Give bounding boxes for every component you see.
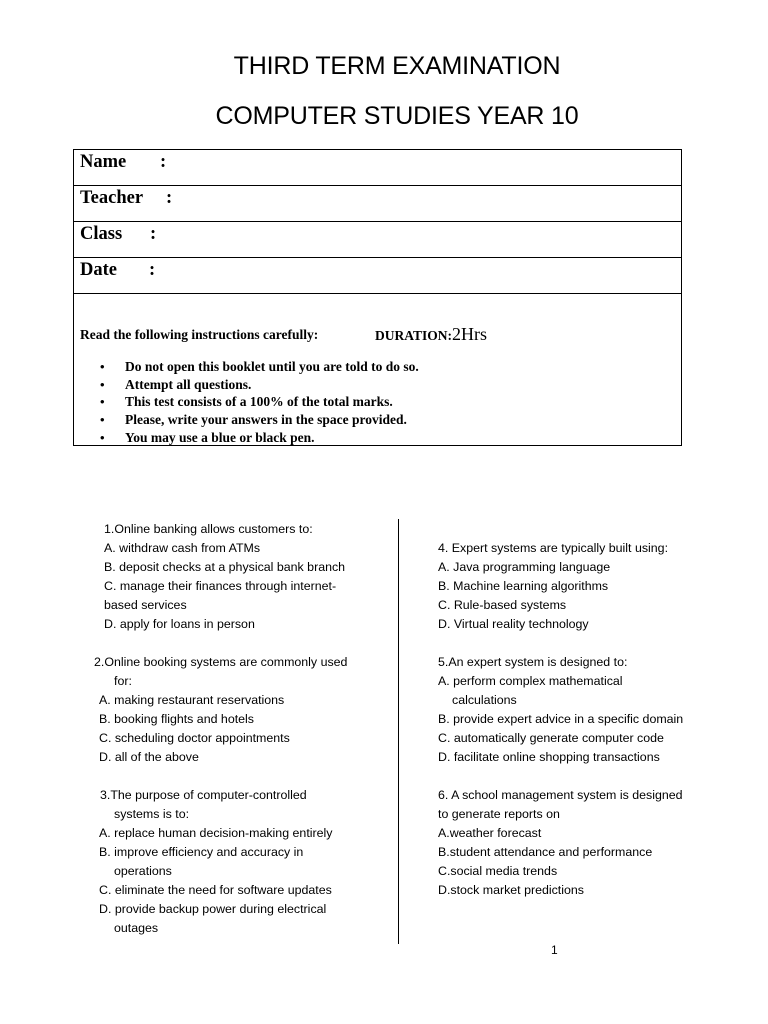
option-a: A. withdraw cash from ATMs: [104, 541, 261, 555]
option-a: A. replace human decision-making entirely: [99, 826, 333, 840]
questions-left-column: [94, 520, 348, 957]
field-label-class: Class: [80, 224, 123, 244]
field-colon: :: [149, 260, 156, 280]
field-row-teacher: [74, 186, 681, 222]
option-a: A. making restaurant reservations: [99, 693, 285, 707]
option-a: A. Java programming language: [438, 560, 611, 574]
field-row-name: [74, 150, 681, 186]
option-c-continued: based services: [104, 598, 187, 612]
question-stem-continued: for:: [114, 674, 132, 688]
question-stem: 6. A school management system is designed: [438, 788, 683, 802]
field-colon: :: [166, 188, 173, 208]
option-c: C. automatically generate computer code: [438, 731, 664, 745]
questions-right-column: [438, 539, 683, 919]
question-stem: 3.The purpose of computer-controlled: [100, 788, 307, 802]
option-d: D. Virtual reality technology: [438, 617, 589, 631]
page-number: 1: [551, 943, 558, 957]
question-stem: 1.Online banking allows customers to:: [104, 522, 313, 536]
option-c: C. scheduling doctor appointments: [99, 731, 290, 745]
option-a: A.weather forecast: [438, 826, 542, 840]
option-b: B. deposit checks at a physical bank branch: [104, 560, 346, 574]
field-colon: :: [160, 152, 167, 172]
exam-title: THIRD TERM EXAMINATION: [233, 52, 561, 80]
question-1: [98, 520, 347, 634]
instructions-section: [74, 294, 681, 445]
instruction-item: • Do not open this booklet until you are told to do so.: [100, 358, 419, 376]
question-2: [94, 653, 348, 767]
exam-subject-title: COMPUTER STUDIES YEAR 10: [215, 102, 579, 130]
student-info-box: [73, 149, 682, 446]
column-divider: [398, 519, 399, 944]
option-c: C. manage their finances through internet-: [104, 579, 337, 593]
question-stem: 4. Expert systems are typically built using:: [438, 541, 669, 555]
option-d: D. facilitate online shopping transactions: [438, 750, 660, 764]
field-label-name: Name: [80, 152, 127, 172]
instruction-item: • Attempt all questions.: [100, 376, 419, 394]
duration: [375, 324, 487, 345]
field-row-date: [74, 258, 681, 294]
option-c: C. eliminate the need for software updates: [99, 883, 332, 897]
question-stem: 5.An expert system is designed to:: [438, 655, 628, 669]
question-stem-continued: systems is to:: [114, 807, 190, 821]
question-6: [438, 786, 683, 900]
question-5: [438, 653, 683, 767]
question-3: [98, 786, 347, 938]
question-stem-continued: to generate reports on: [438, 807, 560, 821]
instructions-list: [100, 358, 419, 446]
option-b: B.student attendance and performance: [438, 845, 653, 859]
option-d: D. apply for loans in person: [104, 617, 255, 631]
field-colon: :: [150, 224, 157, 244]
field-row-class: [74, 222, 681, 258]
instructions-heading: Read the following instructions carefully:: [80, 327, 319, 342]
option-d: D.stock market predictions: [438, 883, 584, 897]
field-label-teacher: Teacher: [80, 188, 144, 208]
option-a: A. perform complex mathematical: [438, 674, 623, 688]
option-d-continued: outages: [114, 921, 159, 935]
instruction-item: • This test consists of a 100% of the total marks.: [100, 393, 419, 411]
option-c: C. Rule-based systems: [438, 598, 567, 612]
option-a-continued: calculations: [452, 693, 517, 707]
instruction-item: • Please, write your answers in the space provided.: [100, 411, 419, 429]
question-4: [438, 539, 683, 634]
option-b: B. booking flights and hotels: [99, 712, 254, 726]
option-b: B. Machine learning algorithms: [438, 579, 609, 593]
instruction-item: • You may use a blue or black pen.: [100, 429, 419, 447]
option-d: D. all of the above: [99, 750, 199, 764]
question-stem: 2.Online booking systems are commonly used: [94, 655, 348, 669]
option-d: D. provide backup power during electrical: [99, 902, 327, 916]
option-b: B. improve efficiency and accuracy in: [99, 845, 304, 859]
duration-label: DURATION:: [375, 328, 452, 343]
duration-value: 2Hrs: [452, 324, 487, 344]
option-b-continued: operations: [114, 864, 172, 878]
option-c: C.social media trends: [438, 864, 558, 878]
option-b: B. provide expert advice in a specific domain: [438, 712, 684, 726]
field-label-date: Date: [80, 260, 117, 280]
